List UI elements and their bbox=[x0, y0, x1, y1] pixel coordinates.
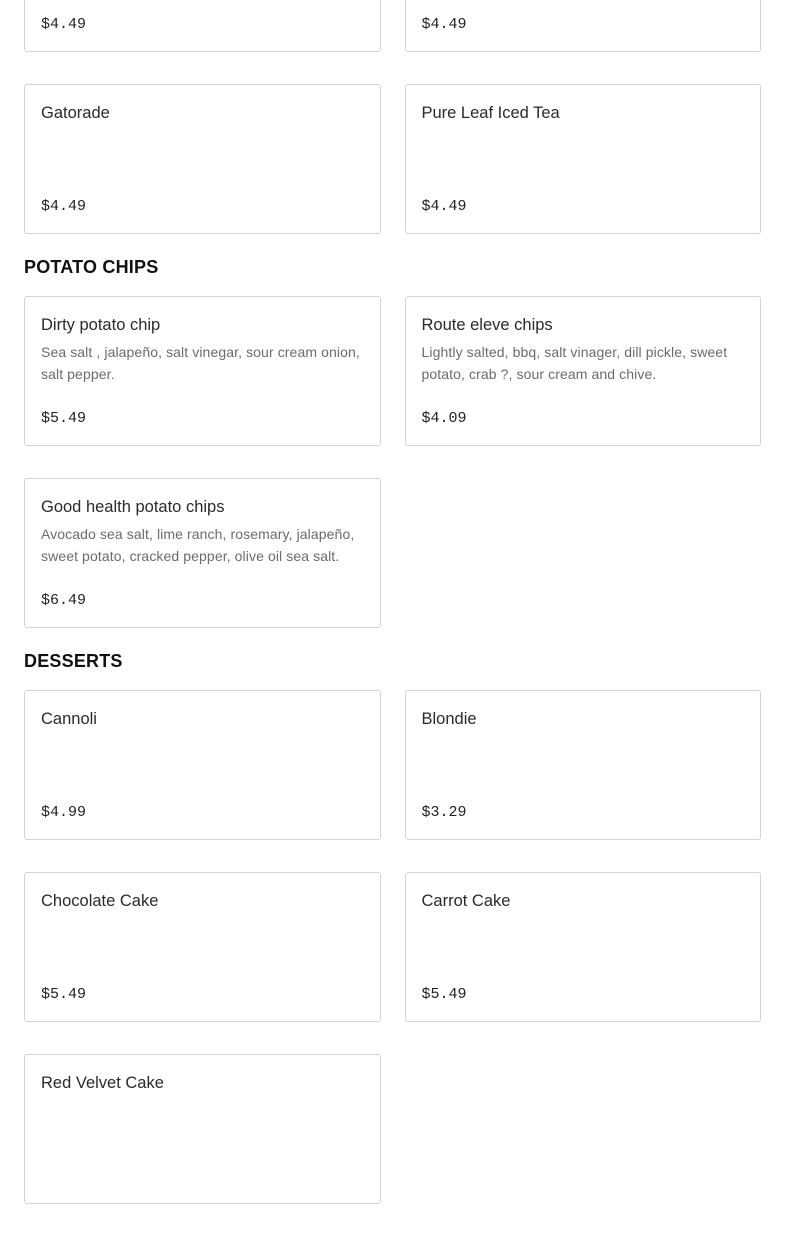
item-price: $4.09 bbox=[421, 410, 467, 427]
menu-item-card[interactable] bbox=[405, 84, 762, 234]
item-price: $5.49 bbox=[421, 986, 467, 1003]
menu-item-card[interactable] bbox=[24, 84, 381, 234]
item-name: Cannoli bbox=[41, 710, 97, 728]
item-price: $4.49 bbox=[421, 198, 467, 215]
menu-item-card[interactable] bbox=[24, 1054, 381, 1204]
item-price: $4.49 bbox=[41, 198, 87, 215]
menu-row bbox=[24, 0, 761, 52]
item-name: Route eleve chips bbox=[421, 316, 553, 334]
section-title-desserts: DESSERTS bbox=[24, 651, 123, 671]
item-description: Sea salt , jalapeño, salt vinegar, sour cream onion, salt pepper. bbox=[41, 344, 360, 382]
item-name: Carrot Cake bbox=[421, 892, 511, 910]
item-price: $4.49 bbox=[41, 16, 87, 33]
item-name: Gatorade bbox=[41, 104, 110, 122]
menu-row bbox=[24, 690, 761, 840]
menu-item-card[interactable] bbox=[405, 296, 762, 446]
menu-item-card[interactable] bbox=[24, 478, 381, 628]
menu-item-card[interactable] bbox=[24, 872, 381, 1022]
empty-slot bbox=[405, 1054, 762, 1204]
menu-item-card[interactable] bbox=[24, 296, 381, 446]
item-price: $5.49 bbox=[41, 986, 87, 1003]
item-price: $4.49 bbox=[421, 16, 467, 33]
menu-row bbox=[24, 872, 761, 1022]
item-name: Red Velvet Cake bbox=[41, 1074, 164, 1092]
item-name: Pure Leaf Iced Tea bbox=[421, 104, 560, 122]
item-name: Dirty potato chip bbox=[41, 316, 161, 334]
item-price: $4.99 bbox=[41, 804, 87, 821]
empty-slot bbox=[405, 478, 762, 628]
menu-item-card[interactable] bbox=[405, 872, 762, 1022]
item-name: Blondie bbox=[421, 710, 477, 728]
section-title-potato-chips: POTATO CHIPS bbox=[24, 257, 159, 277]
menu-row bbox=[24, 84, 761, 234]
menu-row bbox=[24, 1054, 761, 1204]
menu-item-card[interactable] bbox=[24, 690, 381, 840]
item-name: Chocolate Cake bbox=[41, 892, 159, 910]
item-name: Good health potato chips bbox=[41, 498, 225, 516]
item-price: $3.29 bbox=[421, 804, 467, 821]
menu-item-card[interactable] bbox=[24, 0, 381, 52]
menu-item-card[interactable] bbox=[405, 0, 762, 52]
menu-item-card[interactable] bbox=[405, 690, 762, 840]
item-price: $5.49 bbox=[41, 410, 87, 427]
menu-row bbox=[24, 296, 761, 446]
menu-row bbox=[24, 478, 761, 628]
menu-list bbox=[24, 0, 761, 1236]
item-description: Avocado sea salt, lime ranch, rosemary, jalapeño, sweet potato, cracked pepper, olive oil sea salt. bbox=[41, 526, 355, 564]
item-price: $6.49 bbox=[41, 592, 87, 609]
item-description: Lightly salted, bbq, salt vinager, dill pickle, sweet potato, crab ?, sour cream and chive. bbox=[421, 344, 728, 382]
